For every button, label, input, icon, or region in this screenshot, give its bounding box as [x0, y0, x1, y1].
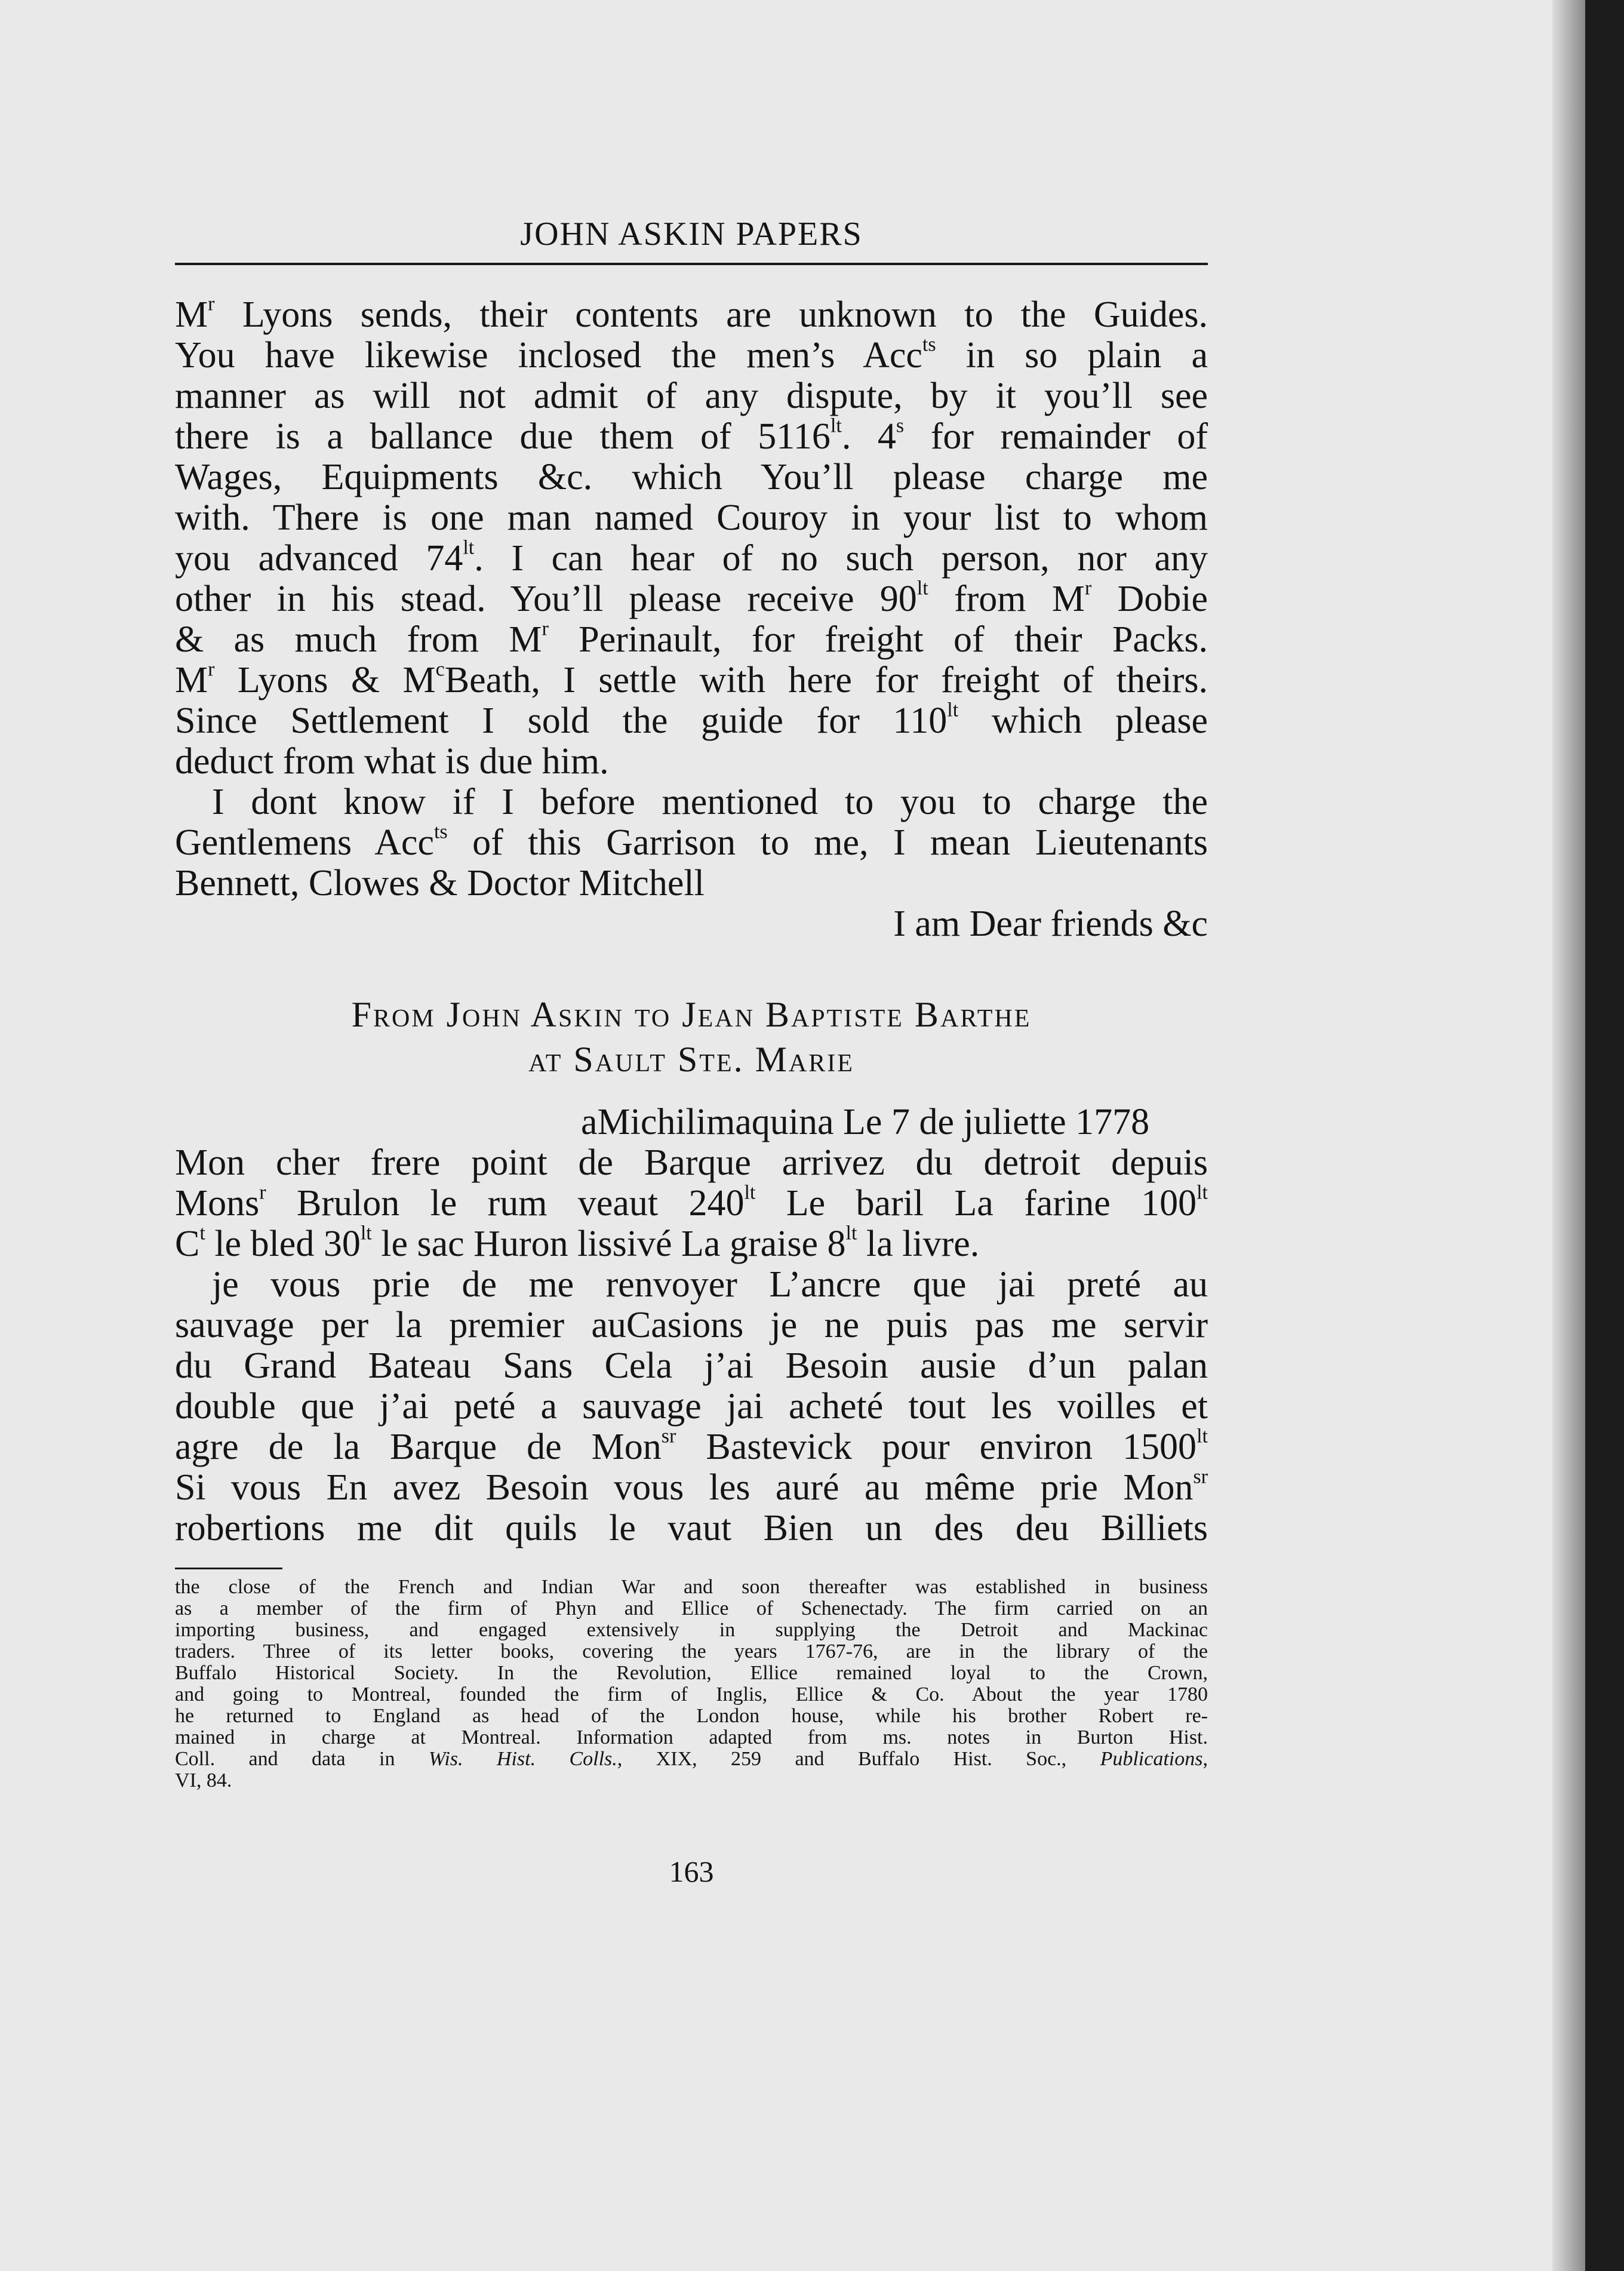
- body-line: Mons$^r$ Brulon le rum veaut $240^{lt}$ Le baril La farine $100^{lt}$: [175, 1181, 1208, 1224]
- body-line: agre de la Barque de Mon$^{sr}$ Bastevick pour environ $1500^{lt}$: [175, 1425, 1208, 1467]
- body-line: Bennett, Clowes & Doctor Mitchell: [175, 863, 705, 904]
- body-line: Mon cher frere point de Barque arrivez du detroit depuis: [175, 1142, 1208, 1183]
- page-number: 163: [669, 1855, 714, 1888]
- page-edge-shadow: [1552, 0, 1585, 2271]
- body-line: du Grand Bateau Sans Cela j’ai Besoin ausie d’un palan: [175, 1345, 1208, 1386]
- body-line: I dont know if I before mentioned to you to charge the: [212, 782, 1208, 822]
- body-line: robertions me dit quils le vaut Bien un des deu Billiets: [175, 1508, 1208, 1548]
- footnote-line: traders. Three of its letter books, covering the years 1767-76, are in the library of the: [175, 1640, 1208, 1662]
- body-line: with. There is one man named Couroy in your list to whom: [175, 497, 1208, 538]
- body-line: Gentlemens Acc$^{ts}$ of this Garrison to me, I mean Lieutenants: [175, 820, 1208, 863]
- body-line: manner as will not admit of any dispute, by it you’ll see: [175, 376, 1208, 416]
- footnote-line: mained in charge at Montreal. Information adapted from ms. notes in Burton Hist.: [175, 1726, 1208, 1748]
- footnote-line: as a member of the firm of Phyn and Ellice of Schenectady. The firm carried on an: [175, 1597, 1208, 1619]
- footnote-line: VI, 84.: [175, 1769, 232, 1791]
- body-line: Since Settlement I sold the guide for $110^{lt}$ which please: [175, 699, 1208, 741]
- letter-heading-line-2: at Sault Ste. Marie: [528, 1040, 854, 1079]
- body-line: there is a ballance due them of $5116^{lt}$. 4$^s$ for remainder of: [175, 414, 1208, 457]
- body-line: You have likewise inclosed the men’s Acc$^{ts}$ in so plain a: [175, 333, 1208, 376]
- body-line: Wages, Equipments &c. which You’ll please charge me: [175, 457, 1208, 497]
- footnote-line: the close of the French and Indian War and soon thereafter was established in business: [175, 1576, 1208, 1598]
- body-line: $C^t$ le bled $30^{lt}$ le sac Huron lissivé La graise $8^{lt}$ la livre.: [175, 1222, 980, 1264]
- running-head: JOHN ASKIN PAPERS: [520, 216, 863, 253]
- footnote-line: Buffalo Historical Society. In the Revolution, Ellice remained loyal to the Crown,: [175, 1662, 1208, 1684]
- running-head-rule: [175, 263, 1208, 265]
- body-line: double que j’ai peté a sauvage jai acheté tout les voilles et: [175, 1386, 1208, 1427]
- body-line: & as much from $M^r$ Perinault, for freight of their Packs.: [175, 617, 1208, 660]
- footnote-line: importing business, and engaged extensively in supplying the Detroit and Mackinac: [175, 1619, 1208, 1641]
- letter-heading-line-1: From John Askin to Jean Baptiste Barthe: [351, 995, 1032, 1034]
- body-line: $M^r$ Lyons & $M^cBeath$, I settle with here for freight of theirs.: [175, 658, 1208, 700]
- footnote-line: Coll. and data in Wis. Hist. Colls., XIX, 259 and Buffalo Hist. Soc., Publications,: [175, 1748, 1208, 1770]
- body-line: Si vous En avez Besoin vous les auré au même prie Mon$^{sr}$: [175, 1465, 1208, 1508]
- body-line: deduct from what is due him.: [175, 741, 609, 782]
- closing-line: I am Dear friends &c: [893, 904, 1208, 944]
- body-line: you advanced $74^{lt}$. I can hear of no such person, nor any: [175, 536, 1208, 579]
- body-line: sauvage per la premier auCasions je ne puis pas me servir: [175, 1305, 1208, 1345]
- body-line: je vous prie de me renvoyer L’ancre que jai preté au: [212, 1264, 1208, 1305]
- footnote-rule: [175, 1568, 282, 1569]
- footnote-line: he returned to England as head of the London house, while his brother Robert re-: [175, 1705, 1208, 1727]
- footnote-line: and going to Montreal, founded the firm of Inglis, Ellice & Co. About the year 1780: [175, 1683, 1208, 1705]
- dateline: aMichilimaquina Le 7 de juliette 1778: [581, 1102, 1150, 1142]
- body-line: $M^r$ Lyons sends, their contents are unknown to the Guides.: [175, 293, 1208, 335]
- body-line: other in his stead. You’ll please receive $90^{lt}$ from $M^r$ Dobie: [175, 577, 1208, 619]
